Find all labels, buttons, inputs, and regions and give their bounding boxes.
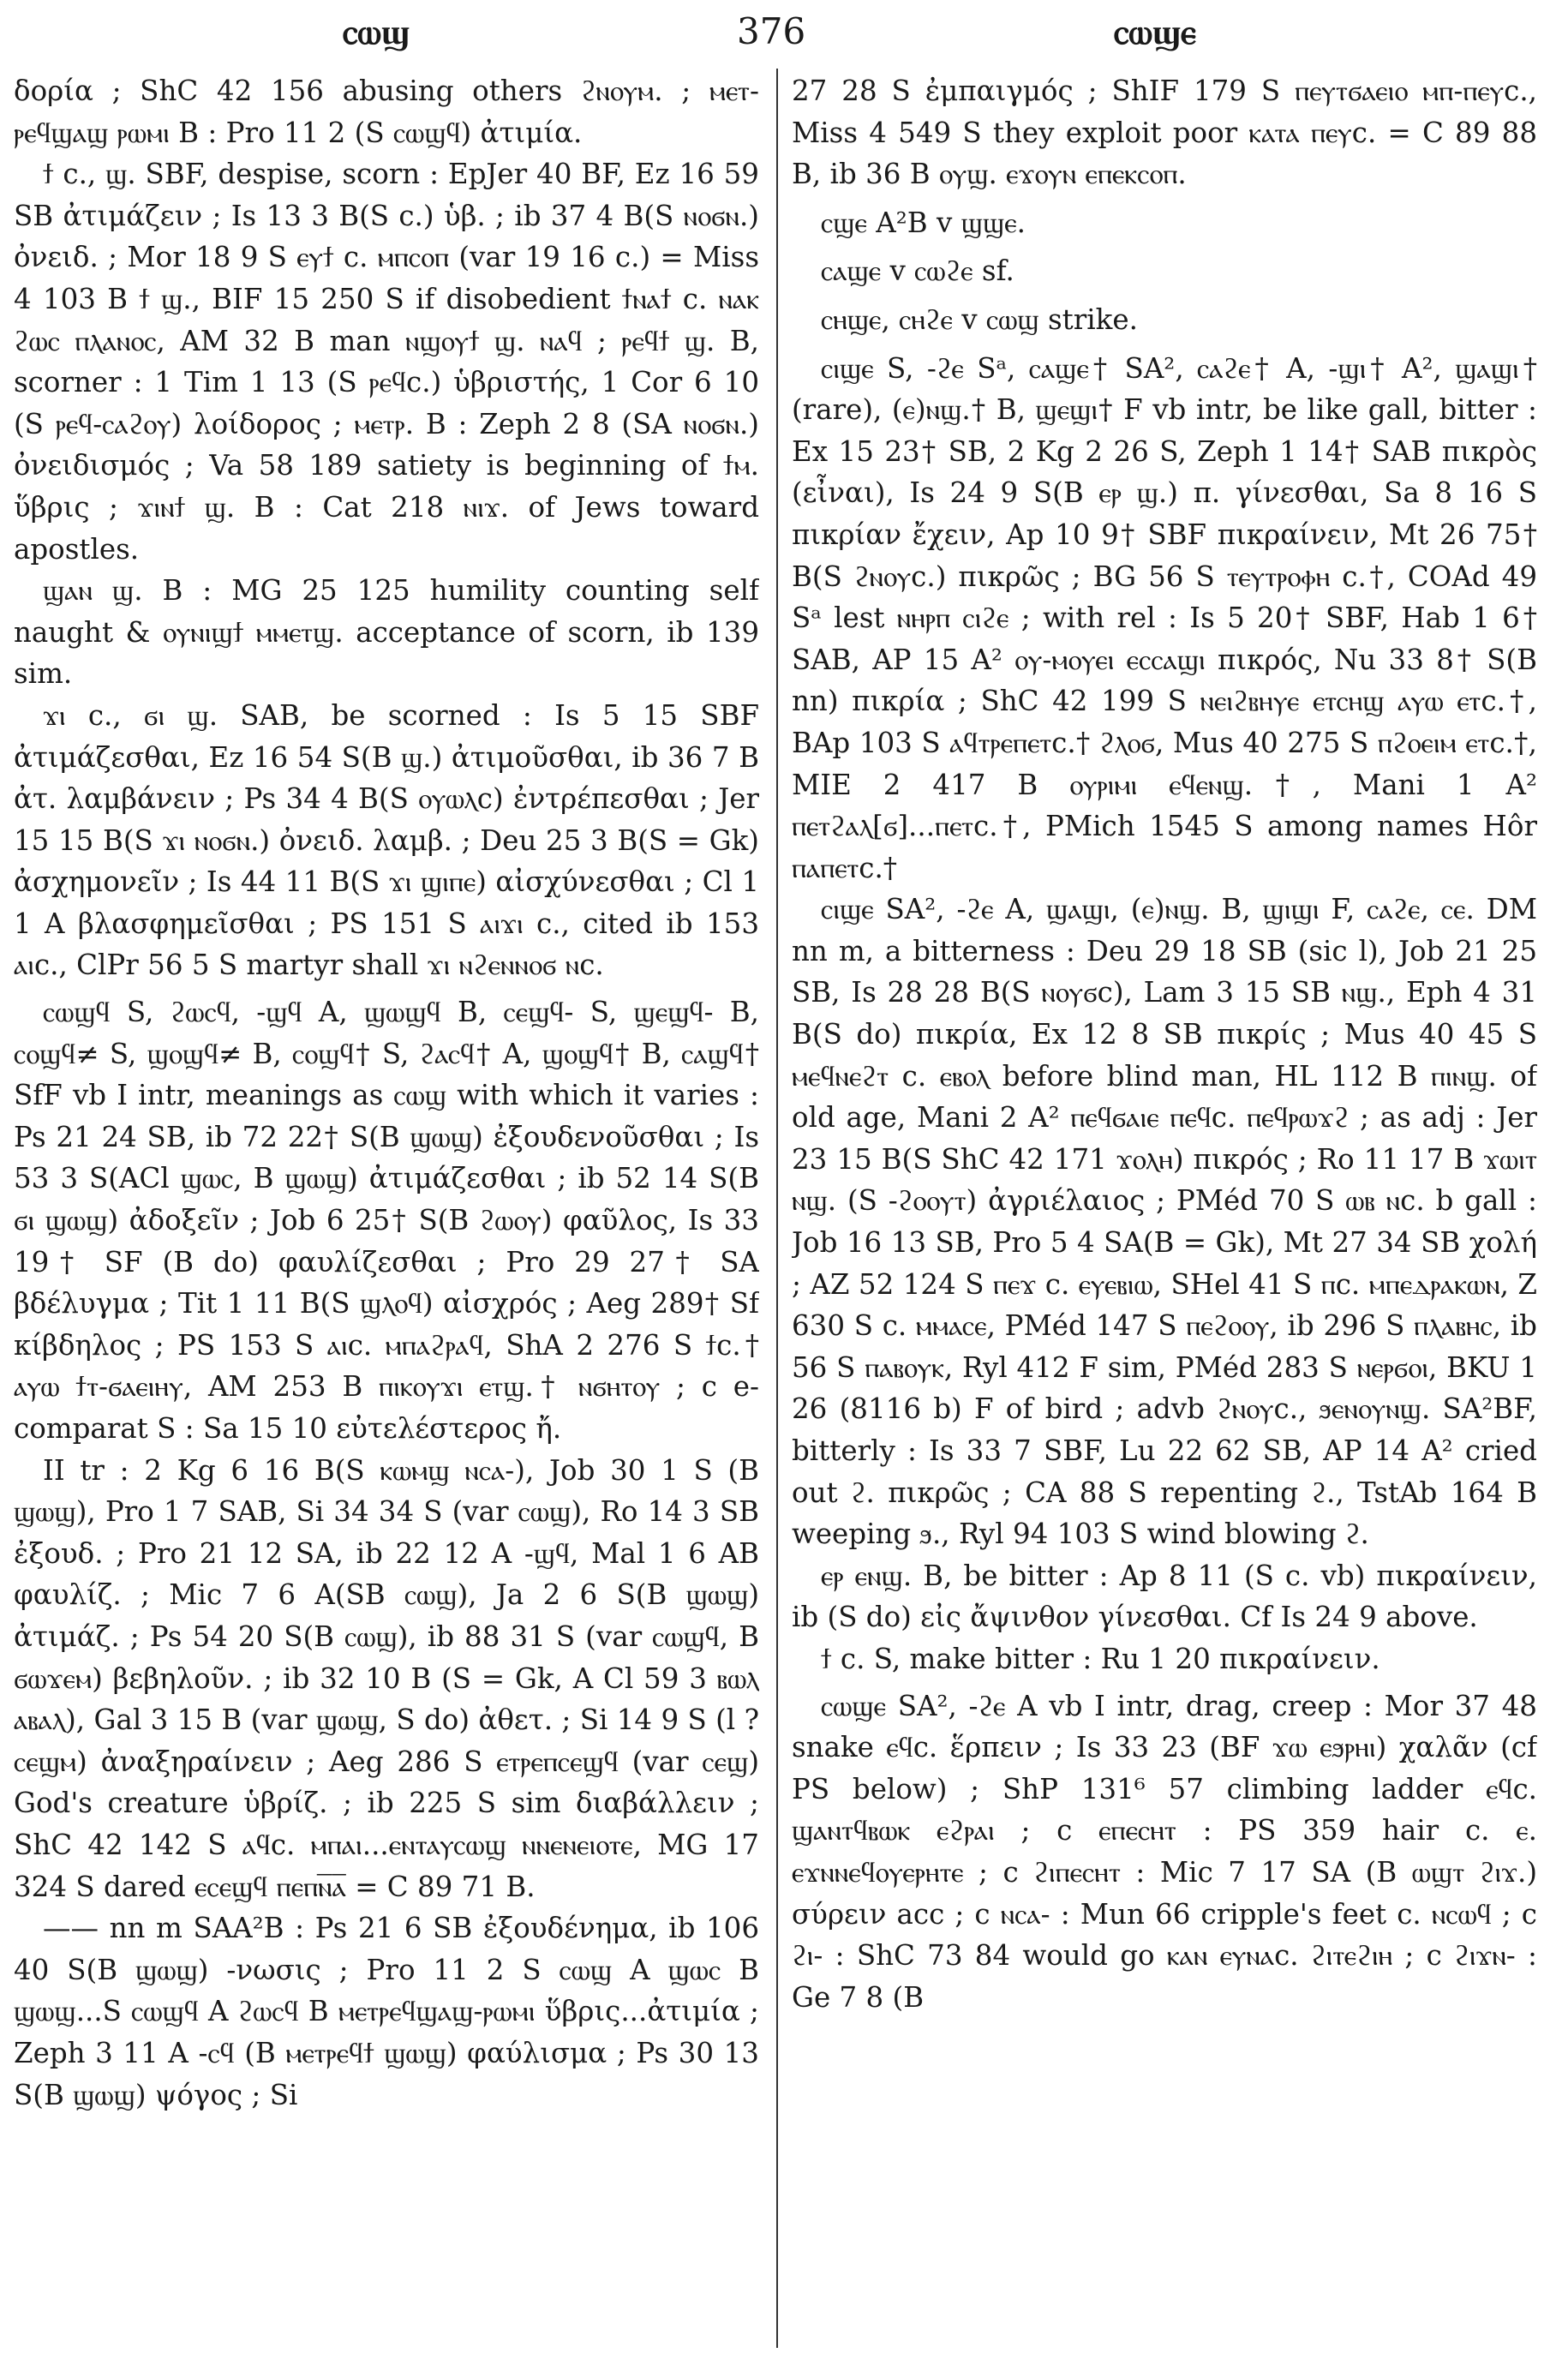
right-column — [792, 70, 1537, 2358]
entry-ti-scorn: ϯ c., ϣ. SBF, despise, scorn : EpJer 40 BF, Ez 16 59 SB ἀτιμάζειν ; Is 13 3 B(S c.) ὑβ. ; ib 37 4 B(S ⲛⲟϭⲛ.) ὀνειδ. ; Mor 18 9 S ⲉⲩϯ c. ⲙⲡⲥⲟⲡ (var 19 16 c.) = Miss 4 103 B ϯ ϣ., BIF 15 250 S if disobedient ϯⲛⲁϯ c. ⲛⲁⲕ ϩⲱⲥ ⲡⲗⲁⲛⲟⲥ, AM 32 B man ⲛϣⲟⲩϯ ϣ. ⲛⲁϥ ; ⲣⲉϥϯ ϣ. B, scorner : 1 Tim 1 13 (S ⲣⲉϥc.) ὑβριστής, 1 Cor 6 10 (S ⲣⲉϥ-ⲥⲁϩⲟⲩ) λοίδορος ; ⲙⲉⲧⲣ. B : Zeph 2 8 (SA ⲛⲟϭⲛ.) ὀνειδισμός ; Va 58 189 satiety is beginning of ϯⲙ. ὕβρις ; ϫⲓⲛϯ ϣ. B : Cat 218 ⲛⲓϫ. of Jews toward apostles. — [14, 158, 759, 566]
crossref-sashe: ⲥⲁϣⲉ v ⲥⲱϩⲉ sf. — [821, 254, 1014, 288]
entry-continuation: δορία ; ShC 42 156 abusing others ϩⲛⲟⲩⲙ. ; ⲙⲉⲧ-ⲣⲉϥϣⲁϣ ⲣⲱⲙⲓ B : Pro 11 2 (S ⲥⲱϣϥ) ἀτιμία. — [14, 75, 759, 149]
crossref-sheshe: ⲥⲏϣⲉ, ⲥⲏϩⲉ v ⲥⲱϣ strike. — [821, 302, 1138, 336]
page-header — [0, 0, 1568, 62]
entry-soshf: ⲥⲱϣϥ S, ϩⲱⲥϥ, -ϣϥ A, ϣⲱϣϥ B, ⲥⲉϣϥ- S, ϣⲉϣϥ- B, ⲥⲟϣϥ≠ S, ϣⲟϣϥ≠ B, ⲥⲟϣϥ† S, ϩⲁⲥϥ† A, ϣⲟϣϥ† B, ⲥⲁϣϥ† SfF vb I intr, meanings as ⲥⲱϣ with which it varies : Ps 21 24 SB, ib 72 22† S(B ϣⲱϣ) ἐξουδενοῦσθαι ; Is 53 3 S(ACl ϣⲱⲥ, B ϣⲱϣ) ἀτιμάζεσθαι ; ib 52 14 S(B ϭⲓ ϣⲱϣ) ἀδοξεῖν ; Job 6 25† S(B ϩⲱⲟⲩ) φαῦλος, Is 33 19† SF (B do) φαυλίζεσθαι ; Pro 29 27† SA βδέλυγμα ; Tit 1 11 B(S ϣⲗⲟϥ) αἰσχρός ; Aeg 289† Sf κίβδηλος ; PS 153 S ⲁⲓc. ⲙⲡⲁϩⲣⲁϥ, ShA 2 276 S ϯc.† ⲁⲩⲱ ϯⲧ-ϭⲁⲉⲓⲏⲩ, AM 253 B ⲡⲓⲕⲟⲩϫⲓ ⲉⲧϣ.† ⲛϭⲏⲧⲟⲩ ; c e- comparat S : Sa 15 10 εὐτελέστερος ἤ. — [14, 996, 759, 1445]
page-number: 376 — [737, 10, 806, 52]
entry-soshf-tr: II tr : 2 Kg 6 16 B(S ⲕⲱⲙϣ ⲛⲥⲁ-), Job 30 1 S (B ϣⲱϣ), Pro 1 7 SAB, Si 34 34 S (var ⲥⲱϣ), Ro 14 3 SB ἐξουδ. ; Pro 21 12 SA, ib 22 12 A -ϣϥ, Mal 1 6 AB φαυλίζ. ; Mic 7 6 A(SB ⲥⲱϣ), Ja 2 6 S(B ϣⲱϣ) ἀτιμάζ. ; Ps 54 20 S(B ⲥⲱϣ), ib 88 31 S (var ⲥⲱϣϥ, B ϭⲱϫⲉⲙ) βεβηλοῦν. ; ib 32 10 B (S = Gk, A Cl 59 3 ⲃⲱⲗ ⲁⲃⲁⲗ), Gal 3 15 B (var ϣⲱϣ, S do) ἀθετ. ; Si 14 9 S (l ? ⲥⲉϣⲙ) ἀναξηραίνειν ; Aeg 286 S ⲉⲧⲣⲉⲡⲥⲉϣϥ (var ⲥⲉϣ) God's creature ὑβρίζ. ; ib 225 S sim διαβάλλειν ; ShC 42 142 S ⲁϥc. ⲙⲡⲁⲓ...ⲉⲛⲧⲁⲩⲥⲱϣ ⲛⲛⲉⲛⲉⲓⲟⲧⲉ, MG 17 324 S dared ⲉⲥⲉϣϥ ⲡⲉⲡⲛ̅ⲁ̅ = C 89 71 B. — [14, 1453, 759, 1903]
crossref-sshe: ⲥϣⲉ A²B v ϣϣⲉ. — [821, 206, 1026, 239]
left-column — [14, 70, 759, 2358]
column-divider — [776, 69, 778, 2348]
entry-soshf-nn: —— nn m SAA²B : Ps 21 6 SB ἐξουδένημα, ib 106 40 S(B ϣⲱϣ) -νωσις ; Pro 11 2 S ⲥⲱϣ A ϣⲱⲥ B ϣⲱϣ...S ⲥⲱϣϥ A ϩⲱⲥϥ B ⲙⲉⲧⲣⲉϥϣⲁϣ-ⲣⲱⲙⲓ ὕβρις...ἀτιμία ; Zeph 3 11 A -ⲥϥ (B ⲙⲉⲧⲣⲉϥϯ ϣⲱϣ) φαύλισμα ; Ps 30 13 S(B ϣⲱϣ) ψόγος ; Si — [14, 1912, 759, 2111]
entry-ji-scorned: ϫⲓ c., ϭⲓ ϣ. SAB, be scorned : Is 5 15 SBF ἀτιμάζεσθαι, Ez 16 54 S(B ϣ.) ἀτιμοῦσθαι, ib 36 7 B ἀτ. λαμβάνειν ; Ps 34 4 B(S ⲟⲩⲱⲗϲ) ἐντρέπεσθαι ; Jer 15 15 B(S ϫⲓ ⲛⲟϭⲛ.) ὀνειδ. λαμβ. ; Deu 25 3 B(S = Gk) ἀσχημονεῖν ; Is 44 11 B(S ϫⲓ ϣⲓⲡⲉ) αἰσχύνεσθαι ; Cl 1 1 A βλασφημεῖσθαι ; PS 151 S ⲁⲓϫⲓ c., cited ib 153 ⲁⲓc., ClPr 56 5 S martyr shall ϫⲓ ⲛϩⲉⲛⲛⲟϭ ⲛc. — [14, 698, 759, 982]
entry-soshe-drag: ⲥⲱϣⲉ SA², -ϩⲉ A vb I intr, drag, creep : Mor 37 48 snake ⲉϥc. ἕρπειν ; Is 33 23 (BF ϫⲱ ⲉϧⲣⲏⲓ) χαλᾶν (cf PS below) ; ShP 131⁶ 57 climbing ladder ⲉϥc. ϣⲁⲛⲧϥⲃⲱⲕ ⲉϩⲣⲁⲓ ; c ⲉⲡⲉⲥⲏⲧ : PS 359 hair c. ⲉ. ⲉϫⲛⲛⲉϥⲟⲩⲉⲣⲏⲧⲉ ; c ϩⲓⲡⲉⲥⲏⲧ : Mic 7 17 SA (B ⲱϣⲧ ϩⲓϫ.) σύρειν acc ; c ⲛⲥⲁ- : Mun 66 cripple's feet c. ⲛⲥⲱϥ ; c ϩⲓ- : ShC 73 84 would go ⲕⲁⲛ ⲉⲩⲛⲁc. ϩⲓⲧⲉϩⲓⲏ ; c ϩⲓϫⲛ- : Ge 7 8 (B — [792, 1689, 1537, 2014]
entry-sishe-nn: ⲥⲓϣⲉ SA², -ϩⲉ A, ϣⲁϣⲓ, (ⲉ)ⲛϣ. B, ϣⲓϣⲓ F, ⲥⲁϩⲉ, ⲥⲉ. DM nn m, a bitterness : Deu 29 18 SB (sic l), Job 21 25 SB, Is 28 28 B(S ⲛⲟⲩϭc), Lam 3 15 SB ⲛϣ., Eph 4 31 B(S do) πικρία, Ex 12 8 SB πικρίς ; Mus 40 45 S ⲙⲉϥⲛⲉϩⲧ c. ⲉⲃⲟⲗ before blind man, HL 112 B ⲡⲓⲛϣ. of old age, Mani 2 A² ⲡⲉϥϭⲁⲓⲉ ⲡⲉϥc. ⲡⲉϥⲣⲱϫϩ ; as adj : Jer 23 15 B(S ShC 42 171 ϫⲟⲗⲏ) πικρός ; Ro 11 17 B ϫⲱⲓⲧ ⲛϣ. (S -ϩⲟⲟⲩⲧ) ἀγριέλαιος ; PMéd 70 S ⲱⲃ ⲛc. b gall : Job 16 13 SB, Pro 5 4 SA(B = Gk), Mt 27 34 SB χολή ; AZ 52 124 S ⲡⲉϫ c. ⲉⲩⲉⲃⲓⲱ, SHel 41 S ⲡc. ⲙⲡⲉⲇⲣⲁⲕⲱⲛ, Z 630 S c. ⲙⲙⲁⲥⲉ, PMéd 147 S ⲡⲉϩⲟⲟⲩ, ib 296 S ⲡⲗⲁⲃⲏⲥ, ib 56 S ⲡⲁⲃⲟⲩⲕ, Ryl 412 F sim, PMéd 283 S ⲛⲉⲣϭⲟⲓ, BKU 1 26 (8116 b) F of bird ; advb ϩⲛⲟⲩc., ϧⲉⲛⲟⲩⲛϣ. SA²BF, bitterly : Is 33 7 SBF, Lu 22 62 SB, AP 14 A² cried out ϩ. πικρῶς ; CA 88 S repenting ϩ., TstAb 164 B weeping ϧ., Ryl 94 103 S wind blowing ϩ. — [792, 893, 1537, 1551]
entry-continuation-right: 27 28 S ἐμπαιγμός ; ShIF 179 S ⲡⲉⲩⲧϭⲁⲉⲓⲟ ⲙⲡ-ⲡⲉⲩc., Miss 4 549 S they exploit poor ⲕⲁⲧⲁ ⲡⲉⲩc. = C 89 88 B, ib 36 B ⲟⲩϣ. ⲉϫⲟⲩⲛ ⲉⲡⲉⲕⲥⲟⲡ. — [792, 75, 1537, 191]
running-head-right: ⲥⲱϣⲉ — [1114, 12, 1196, 52]
entry-er-ensh: ⲉⲣ ⲉⲛϣ. B, be bitter : Ap 8 11 (S c. vb) πικραίνειν, ib (S do) εἰς ἄψινθον γίνεσθαι. Cf Is 24 9 above. — [792, 1559, 1537, 1634]
entry-shan-sh: ϣⲁⲛ ϣ. B : MG 25 125 humility counting self naught & ⲟⲩⲛⲓϣϯ ⲙⲙⲉⲧϣ. acceptance of scorn, ib 139 sim. — [14, 574, 759, 691]
running-head-left: ⲥⲱϣ — [343, 12, 410, 52]
entry-ti-make-bitter: ϯ c. S, make bitter : Ru 1 20 πικραίνειν. — [821, 1642, 1380, 1675]
entry-sishe-vb: ⲥⲓϣⲉ S, -ϩⲉ Sᵃ, ⲥⲁϣⲉ† SA², ⲥⲁϩⲉ† A, -ϣⲓ† A², ϣⲁϣⲓ† (rare), (ⲉ)ⲛϣ.† B, ϣⲉϣⲓ† F vb intr, be like gall, bitter : Ex 15 23† SB, 2 Kg 2 26 S, Zeph 1 14† SAB πικρὸς (εἶναι), Is 24 9 S(B ⲉⲣ ϣ.) π. γίνεσθαι, Sa 8 16 S πικρίαν ἔχειν, Ap 10 9† SBF πικραίνειν, Mt 26 75† B(S ϩⲛⲟⲩc.) πικρῶς ; BG 56 S ⲧⲉⲩⲧⲣⲟⲫⲏ c.†, COAd 49 Sᵃ lest ⲛⲏⲣⲡ ⲥⲓϩⲉ ; with rel : Is 5 20† SBF, Hab 1 6† SAB, AP 15 A² ⲟⲩ-ⲙⲟⲩⲉⲓ ⲉⲥⲥⲁϣⲓ πικρός, Nu 33 8† S(B nn) πικρία ; ShC 42 199 S ⲛⲉⲓϩⲃⲏⲩⲉ ⲉⲧⲥⲏϣ ⲁⲩⲱ ⲉⲧc.†, BAp 103 S ⲁϥⲧⲣⲉⲡⲉⲧc.† ϩⲗⲟϭ, Mus 40 275 S ⲡϩⲟⲉⲓⲙ ⲉⲧc.†, MIE 2 417 B ⲟⲩⲣⲓⲙⲓ ⲉϥⲉⲛϣ.†, Mani 1 A² ⲡⲉⲧϩⲁⲗ[ϭ]...ⲡⲉⲧc.†, PMich 1545 S among names Hôr ⲡⲁⲡⲉⲧc.† — [792, 351, 1537, 884]
